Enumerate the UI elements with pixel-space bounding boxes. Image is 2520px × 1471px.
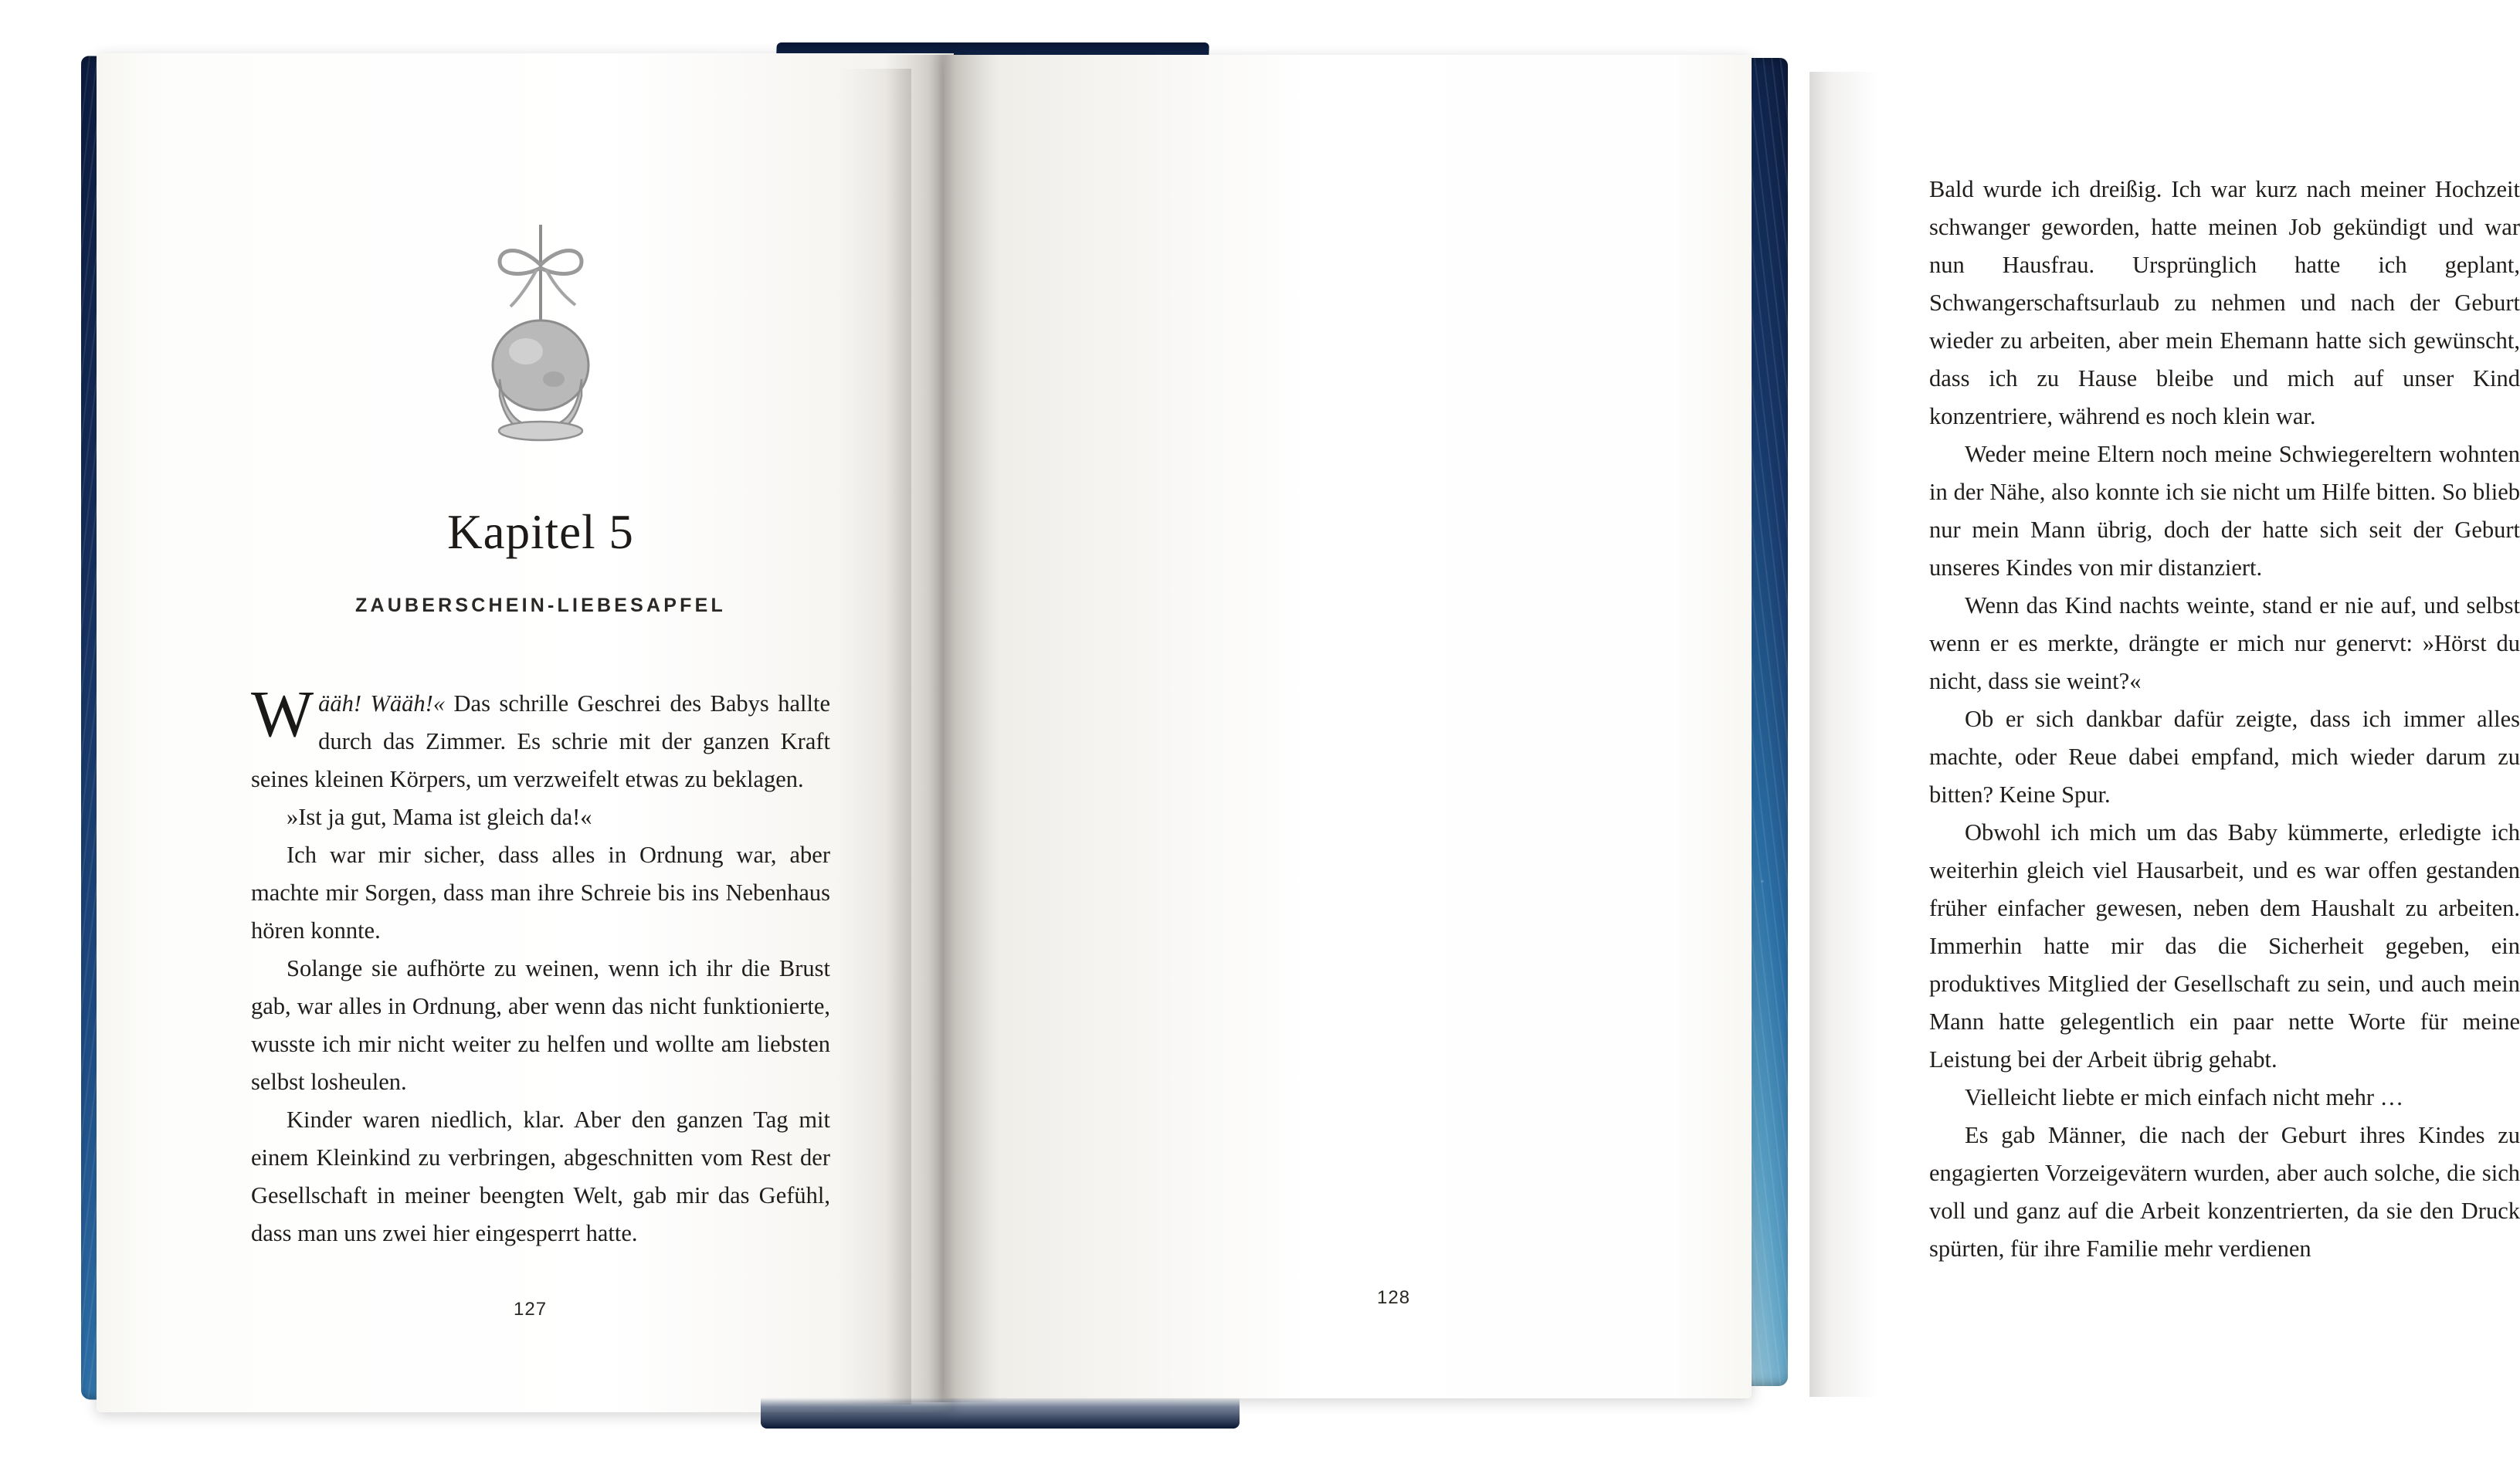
right-page-content [1929,171,2520,1268]
chapter-subtitle: ZAUBERSCHEIN-LIEBESAPFEL [355,595,726,616]
paragraph-left-5: Kinder waren niedlich, klar. Aber den ganzen Tag mit einem Kleinkind zu verbringen, abgeschnitten vom Rest der Gesellschaft in meiner beengten Welt, gab mir das Gefühl, dass man uns zwei hier eingesperrt hatte. [251,1107,830,1246]
page-left [97,53,954,1412]
drop-cap: W [251,676,314,751]
paragraph-left-1-text: Das schrille Geschrei des Babys hallte durch das Zimmer. Es schrie mit der ganzen Kraft seines kleinen Körpers, um verzweifelt etwas zu beklagen. [251,690,830,792]
paragraph-right-6: Vielleicht liebte er mich einfach nicht mehr … [1965,1084,2404,1110]
page-curl-shadow-right [1809,72,1879,1397]
paragraph-left-3: Ich war mir sicher, dass alles in Ordnung war, aber machte mir Sorgen, dass man ihre Schreie bis ins Nebenhaus hören konnte. [251,842,830,944]
chapter-title: Kapitel 5 [447,505,634,559]
open-book [81,42,2520,1429]
paragraph-right-3: Wenn das Kind nachts weinte, stand er nie auf, und selbst wenn er es merkte, drängte er mich nur genervt: »Hörst du nicht, dass sie weint?« [1929,592,2520,694]
page-number-right: 128 [1377,1287,1411,1308]
paragraph-right-1: Bald wurde ich dreißig. Ich war kurz nach meiner Hochzeit schwanger geworden, hatte meinen Job gekündigt und war nun Hausfrau. Ursprünglich hatte ich geplant, Schwangerschaftsurlaub zu nehmen und nach der Geburt wieder zu arbeiten, aber mein Ehemann hatte sich gewünscht, dass ich zu Hause bleibe und mich auf unser Kind konzentriere, während es noch klein war. [1929,176,2520,429]
paragraph-right-4: Ob er sich dankbar dafür zeigte, dass ich immer alles machte, oder Reue dabei empfand, mich wieder darum zu bitten? Keine Spur. [1929,706,2520,808]
paragraph-left-1-italic: ääh! Wääh!« [318,690,446,717]
paragraph-left-2: »Ist ja gut, Mama ist gleich da!« [287,804,592,830]
page-number-left: 127 [514,1299,548,1320]
paragraph-right-2: Weder meine Eltern noch meine Schwiegereltern wohnten in der Nähe, also konnte ich sie nicht um Hilfe bitten. So blieb nur mein Mann übrig, doch der hatte sich seit der Geburt unseres Kindes von mir distanziert. [1929,441,2520,581]
paragraph-right-5: Obwohl ich mich um das Baby kümmerte, erledigte ich weiterhin gleich viel Hausarbeit, und es war offen gestanden früher einfacher gewesen, neben dem Haushalt zu arbeiten. Immerhin hatte mir das die Sicherheit gegeben, ein produktives Mitglied der Gesellschaft zu sein, und auch mein Mann hatte gelegentlich ein paar nette Worte für meine Leistung bei der Arbeit übrig gehabt. [1929,819,2520,1073]
page-right [945,55,2520,1398]
left-page-content [251,169,830,1252]
cover-bottom-edge [761,1398,1240,1429]
candy-apple-illustration [251,214,830,469]
page-curl-shadow-left [838,69,911,1405]
paragraph-left-4: Solange sie aufhörte zu weinen, wenn ich ihr die Brust gab, war alles in Ordnung, aber wenn das nicht funktionierte, wusste ich mir nicht weiter zu helfen und wollte am liebsten selbst losheulen. [251,955,830,1095]
paragraph-right-7: Es gab Männer, die nach der Geburt ihres Kindes zu engagierten Vorzeigevätern wurden, aber auch solche, die sich voll und ganz auf die Arbeit konzentrierten, da sie den Druck spürten, für ihre Familie mehr verdienen [1929,1122,2520,1262]
paragraph-left-1 [251,676,830,798]
